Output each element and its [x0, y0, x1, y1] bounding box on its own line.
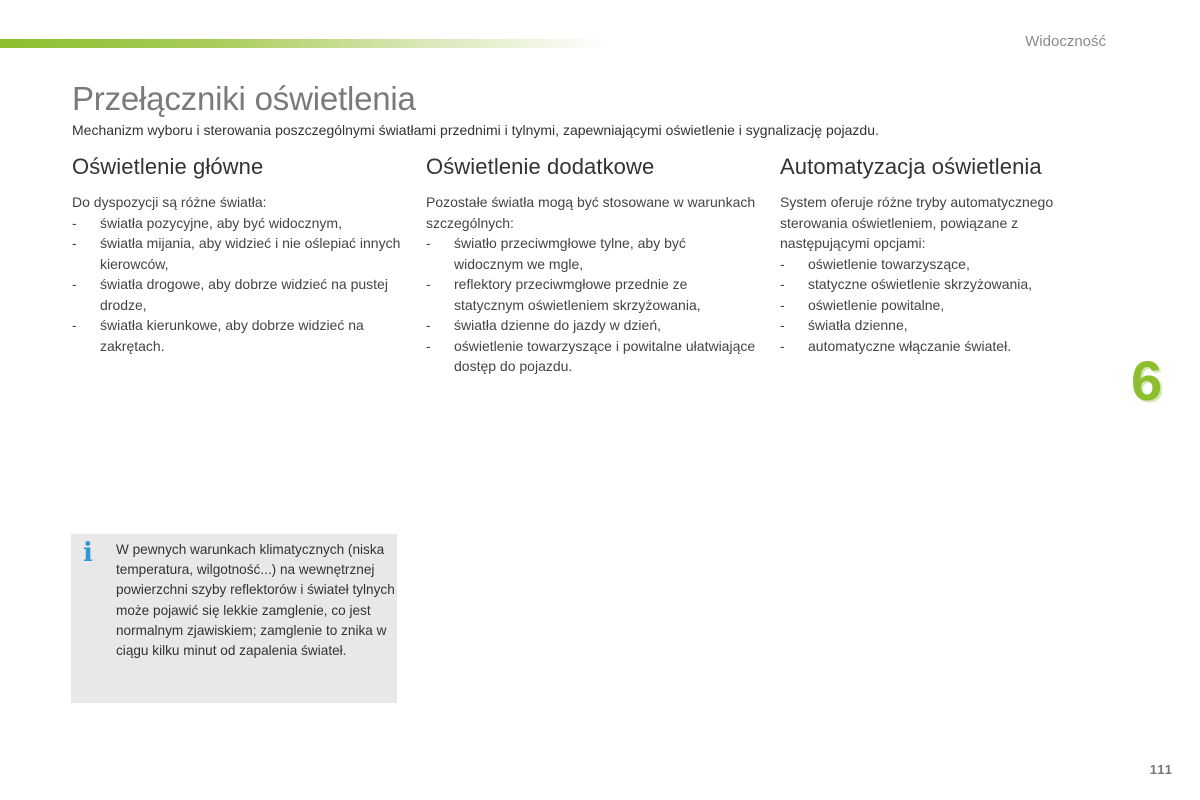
list-item: - światła kierunkowe, aby dobrze widzieć na zakrętach.	[72, 317, 364, 354]
page-number: 111	[1149, 762, 1173, 777]
bullet-dash: -	[426, 235, 431, 251]
bullet-dash: -	[780, 337, 785, 354]
list-item: - światła dzienne,	[780, 315, 1110, 336]
bullet-list	[72, 213, 402, 357]
column-additional-lighting	[426, 154, 756, 377]
info-note-box	[71, 534, 397, 703]
list-item: - reflektory przeciwmgłowe przednie ze statycznym oświetleniem skrzyżowania,	[426, 276, 701, 313]
column-automatic-lighting	[780, 154, 1110, 356]
bullet-dash: -	[780, 255, 785, 272]
column-lead: System oferuje różne tryby automatycznego sterowania oświetleniem, powiązane z następującymi opcjami:	[780, 194, 1054, 251]
list-item: - światła mijania, aby widzieć i nie oślepiać innych kierowców,	[72, 235, 401, 272]
list-item: - światła dzienne do jazdy w dzień,	[426, 315, 756, 336]
list-item: - światła drogowe, aby dobrze widzieć na pustej drodze,	[72, 276, 388, 313]
info-note-text: W pewnych warunkach klimatycznych (niska temperatura, wilgotność...) na wewnętrznej powierzchni szyby reflektorów i świateł tylnych może pojawić się lekkie zamglenie, co jest normalnym zjawiskiem; zamglenie to znika w ciągu kilku minut od zapalenia świateł.	[116, 542, 395, 659]
header-accent-bar	[0, 39, 610, 48]
bullet-dash: -	[780, 296, 785, 313]
list-item: - statyczne oświetlenie skrzyżowania,	[780, 274, 1110, 295]
bullet-dash: -	[72, 214, 77, 231]
list-item: - oświetlenie towarzyszące,	[780, 254, 1110, 275]
page-title: Przełączniki oświetlenia	[72, 80, 416, 117]
bullet-dash: -	[72, 235, 77, 251]
bullet-dash: -	[426, 276, 431, 292]
list-item: - automatyczne włączanie świateł.	[780, 336, 1110, 357]
column-heading: Oświetlenie główne	[72, 154, 264, 179]
info-icon: i	[83, 538, 93, 568]
bullet-dash: -	[426, 317, 431, 333]
list-item: - oświetlenie towarzyszące i powitalne ułatwiające dostęp do pojazdu.	[426, 337, 756, 374]
column-main-lighting	[72, 154, 402, 356]
bullet-dash: -	[780, 317, 785, 333]
column-lead: Do dyspozycji są różne światła:	[72, 194, 267, 210]
bullet-list	[426, 233, 756, 377]
list-item: - oświetlenie powitalne,	[780, 295, 1110, 316]
bullet-dash: -	[426, 337, 431, 354]
intro-text: Mechanizm wyboru i sterowania poszczególnymi światłami przednimi i tylnymi, zapewniającymi oświetlenie i sygnalizację pojazdu.	[72, 122, 879, 138]
section-label: Widoczność	[1025, 33, 1106, 50]
column-lead: Pozostałe światła mogą być stosowane w warunkach szczególnych:	[426, 194, 756, 231]
chapter-number: 6	[1131, 349, 1163, 412]
list-item: - światło przeciwmgłowe tylne, aby być widocznym we mgle,	[426, 235, 686, 272]
bullet-dash: -	[72, 276, 77, 292]
list-item: - światła pozycyjne, aby być widocznym,	[72, 213, 402, 234]
column-heading: Automatyzacja oświetlenia	[780, 154, 1042, 179]
bullet-dash: -	[780, 276, 785, 292]
column-heading: Oświetlenie dodatkowe	[426, 154, 655, 179]
bullet-dash: -	[72, 317, 77, 333]
bullet-list	[780, 254, 1110, 357]
